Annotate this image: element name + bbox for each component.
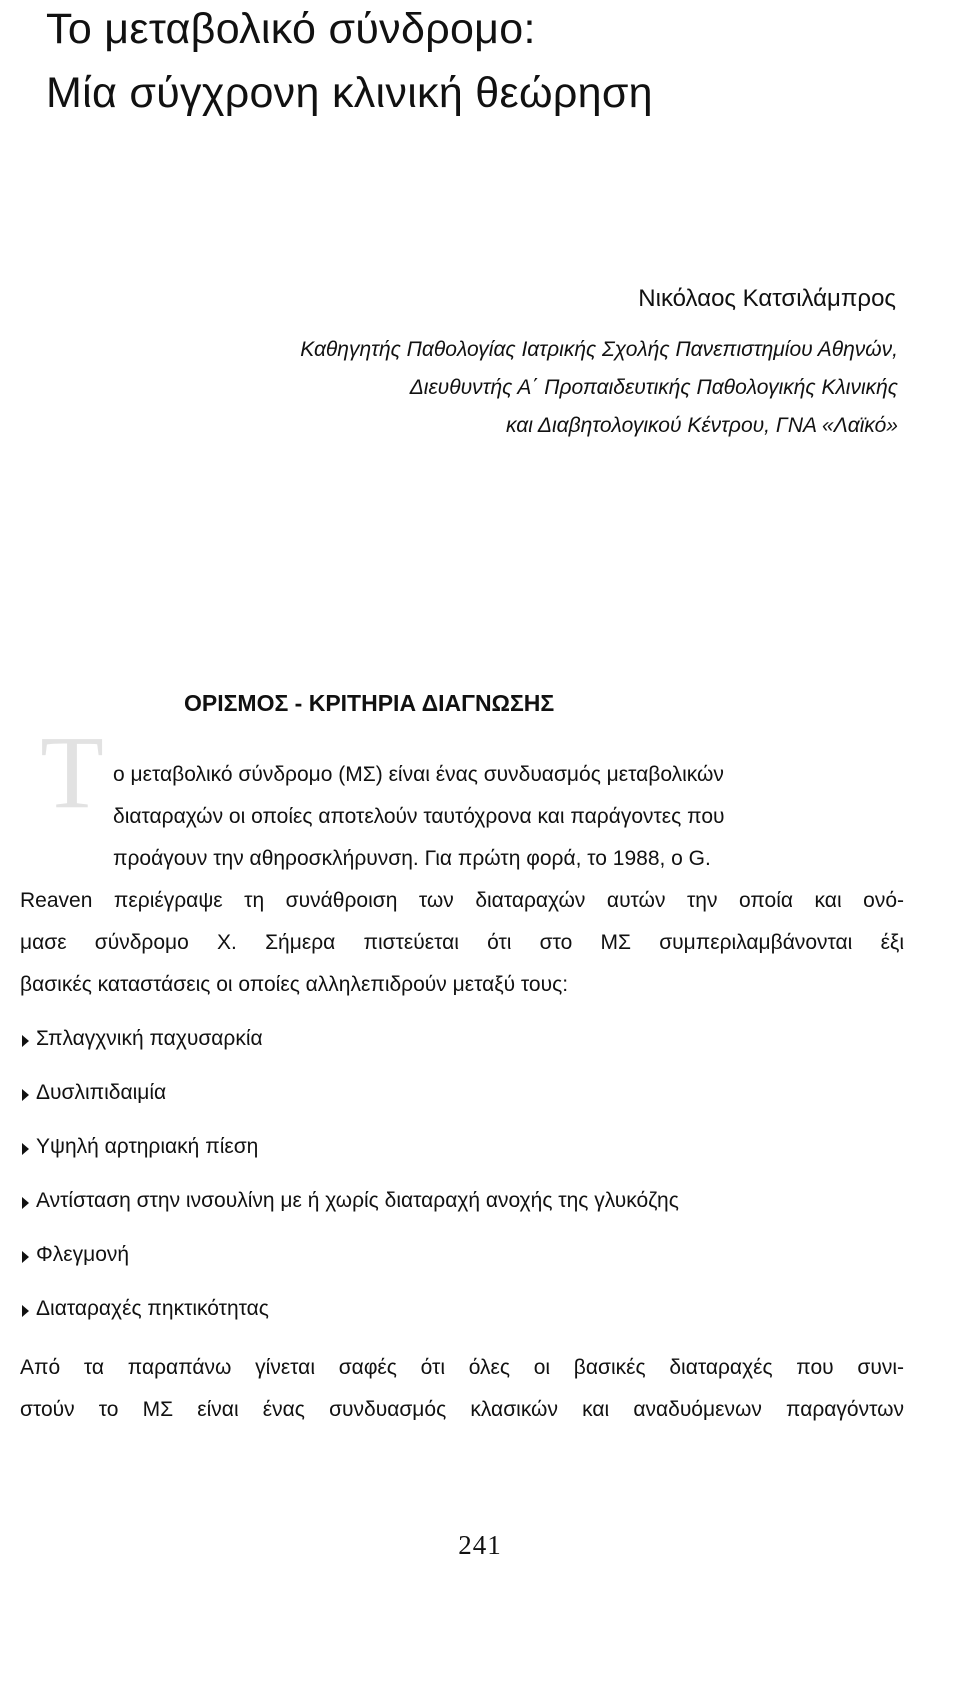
bullet-arrow-icon	[22, 1035, 29, 1047]
list-item	[22, 1135, 679, 1189]
intro-line-2: διαταραχών οι οποίες αποτελούν ταυτόχρονα και παράγοντες που	[113, 805, 725, 828]
list-item	[22, 1297, 679, 1351]
affiliation-line-2: Διευθυντής Α΄ Προπαιδευτικής Παθολογικής Κλινικής	[409, 376, 898, 399]
bullet-arrow-icon	[22, 1305, 29, 1317]
body-line-3: βασικές καταστάσεις οι οποίες αλληλεπιδρούν μεταξύ τους:	[20, 973, 569, 996]
author-name: Νικόλαος Κατσιλάμπρος	[638, 285, 896, 312]
list-item-text: Φλεγμονή	[36, 1243, 130, 1266]
title-line-2: Μία σύγχρονη κλινική θεώρηση	[46, 69, 653, 117]
list-item-text: Αντίσταση στην ινσουλίνη με ή χωρίς διαταραχή ανοχής της γλυκόζης	[36, 1189, 679, 1212]
closing-line-1: Από τα παραπάνω γίνεται σαφές ότι όλες οι βασικές διαταραχές που συνι-	[20, 1356, 904, 1379]
bullet-arrow-icon	[22, 1143, 29, 1155]
intro-line-1: ο μεταβολικό σύνδρομο (ΜΣ) είναι ένας συνδυασμός μεταβολικών	[113, 763, 724, 786]
closing-line-2: στούν το ΜΣ είναι ένας συνδυασμός κλασικών και αναδυόμενων παραγόντων	[20, 1398, 904, 1421]
bullet-arrow-icon	[22, 1251, 29, 1263]
body-line-1: Reaven περιέγραψε τη συνάθροιση των διαταραχών αυτών την οποία και ονό-	[20, 889, 904, 912]
body-line-2: μασε σύνδρομο Χ. Σήμερα πιστεύεται ότι στο ΜΣ συμπεριλαμβάνονται έξι	[20, 931, 904, 954]
list-item-text: Υψηλή αρτηριακή πίεση	[36, 1135, 259, 1158]
title-line-1: Το μεταβολικό σύνδρομο:	[46, 5, 536, 53]
list-item	[22, 1243, 679, 1297]
list-item	[22, 1081, 679, 1135]
page-number: 241	[458, 1530, 502, 1560]
list-item-text: Δυσλιπιδαιμία	[36, 1081, 167, 1104]
section-heading: ΟΡΙΣΜΟΣ - ΚΡΙΤΗΡΙΑ ΔΙΑΓΝΩΣΗΣ	[184, 690, 555, 716]
list-item-text: Σπλαγχνική παχυσαρκία	[36, 1027, 263, 1050]
affiliation-line-3: και Διαβητολογικού Κέντρου, ΓΝΑ «Λαϊκό»	[505, 414, 898, 437]
list-item-text: Διαταραχές πηκτικότητας	[36, 1297, 269, 1320]
bullet-arrow-icon	[22, 1089, 29, 1101]
affiliation-line-1: Καθηγητής Παθολογίας Ιατρικής Σχολής Πανεπιστημίου Αθηνών,	[300, 338, 898, 361]
intro-line-3: προάγουν την αθηροσκλήρυνση. Για πρώτη φορά, το 1988, ο G.	[113, 847, 711, 870]
drop-cap-letter: Τ	[40, 723, 104, 823]
bullet-arrow-icon	[22, 1197, 29, 1209]
list-item	[22, 1027, 679, 1081]
criteria-list	[22, 1027, 679, 1351]
list-item	[22, 1189, 679, 1243]
